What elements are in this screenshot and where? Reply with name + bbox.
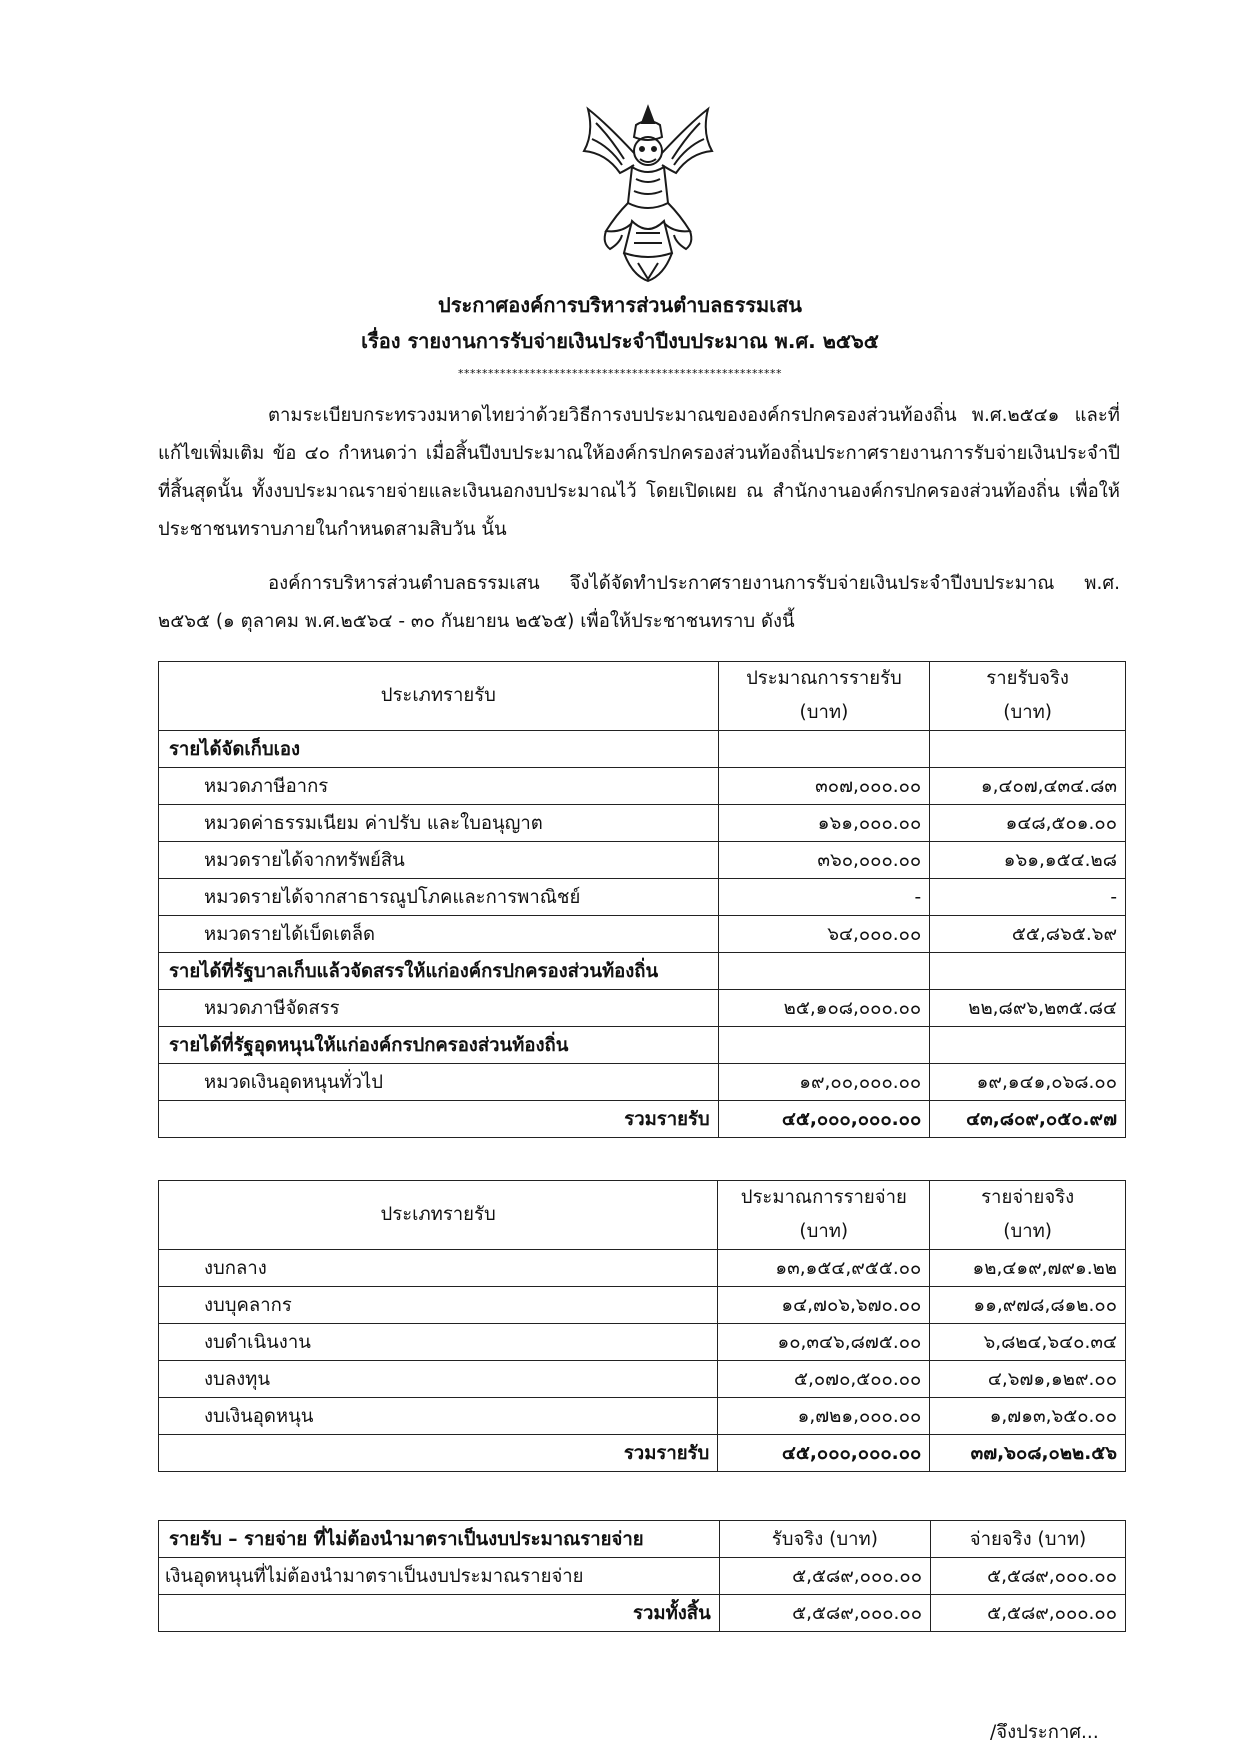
expense-table [158,1180,1126,1472]
offbudget-table [158,1520,1126,1632]
table-total-row: รวมทั้งสิ้น ๕,๕๘๙,๐๐๐.๐๐ ๕,๕๘๙,๐๐๐.๐๐ [159,1595,1126,1632]
header-expense-type: ประเภทรายรับ [159,1181,718,1250]
table-header-row [159,1181,1126,1250]
table-row: หมวดค่าธรรมเนียม ค่าปรับ และใบอนุญาต ๑๖๑,๐๐๐.๐๐ ๑๔๘,๕๐๑.๐๐ [159,805,1126,842]
table-row: งบลงทุน ๕,๐๗๐,๕๐๐.๐๐ ๔,๖๗๑,๑๒๙.๐๐ [159,1361,1126,1398]
table-category-row: รายได้ที่รัฐบาลเก็บแล้วจัดสรรให้แก่องค์กรปกครองส่วนท้องถิ่น [159,953,1126,990]
table-row: หมวดรายได้เบ็ดเตล็ด ๖๔,๐๐๐.๐๐ ๕๕,๘๖๕.๖๙ [159,916,1126,953]
table-row: งบบุคลากร ๑๔,๗๐๖,๖๗๐.๐๐ ๑๑,๙๗๘,๘๑๒.๐๐ [159,1287,1126,1324]
table-total-row: รวมรายรับ ๔๕,๐๐๐,๐๐๐.๐๐ ๓๗,๖๐๘,๐๒๒.๕๖ [159,1435,1126,1472]
table-row: เงินอุดหนุนที่ไม่ต้องนำมาตราเป็นงบประมาณรายจ่าย ๕,๕๘๙,๐๐๐.๐๐ ๕,๕๘๙,๐๐๐.๐๐ [159,1558,1126,1595]
intro-paragraph: ตามระเบียบกระทรวงมหาดไทยว่าด้วยวิธีการงบประมาณขององค์กรปกครองส่วนท้องถิ่น พ.ศ.๒๕๔๑ และที่แก้ไขเพิ่มเติม ข้อ ๔๐ กำหนดว่า เมื่อสิ้นปีงบประมาณให้องค์กรปกครองส่วนท้องถิ่นประกาศรายงานการรับจ่ายเงินประจำปีที่สิ้นสุดนั้น ทั้งงบประมาณรายจ่ายและเงินนอกงบประมาณไว้ โดยเปิดเผย ณ สำนักงานองค์กรปกครองส่วนท้องถิ่น เพื่อให้ประชาชนทราบภายในกำหนดสามสิบวัน นั้น [158,405,1120,540]
garuda-emblem-icon [576,103,721,285]
header-paid: จ่ายจริง (บาท) [931,1521,1126,1558]
table-row: หมวดภาษีอากร ๓๐๗,๐๐๐.๐๐ ๑,๔๐๗,๔๓๔.๘๓ [159,768,1126,805]
table-category-row: รายได้ที่รัฐอุดหนุนให้แก่องค์กรปกครองส่วนท้องถิ่น [159,1027,1126,1064]
table-row: หมวดรายได้จากทรัพย์สิน ๓๖๐,๐๐๐.๐๐ ๑๖๑,๑๕๔.๒๘ [159,842,1126,879]
header-estimate: ประมาณการรายจ่าย (บาท) [718,1181,930,1250]
page-continuation: /จึงประกาศ... [990,1722,1099,1743]
header-offbudget-type: รายรับ – รายจ่าย ที่ไม่ต้องนำมาตราเป็นงบประมาณรายจ่าย [159,1521,720,1558]
star-divider: ****************************************************** [458,367,782,380]
table-header-row [159,662,1126,731]
table-row: หมวดภาษีจัดสรร ๒๕,๑๐๘,๐๐๐.๐๐ ๒๒,๘๙๖,๒๓๕.๘๔ [159,990,1126,1027]
table-row: หมวดรายได้จากสาธารณูปโภคและการพาณิชย์ - - [159,879,1126,916]
table-header-row [159,1521,1126,1558]
header-income-type: ประเภทรายรับ [159,662,719,731]
table-row: หมวดเงินอุดหนุนทั่วไป ๑๙,๐๐,๐๐๐.๐๐ ๑๙,๑๔๑,๐๖๘.๐๐ [159,1064,1126,1101]
report-paragraph: องค์การบริหารส่วนตำบลธรรมเสน จึงได้จัดทำประกาศรายงานการรับจ่ายเงินประจำปีงบประมาณ พ.ศ. ๒๕๖๕ (๑ ตุลาคม พ.ศ.๒๕๖๔ - ๓๐ กันยายน ๒๕๖๕) เพื่อให้ประชาชนทราบ ดังนี้ [158,573,1120,632]
income-table [158,661,1126,1138]
table-total-row: รวมรายรับ ๔๕,๐๐๐,๐๐๐.๐๐ ๔๓,๘๐๙,๐๕๐.๙๗ [159,1101,1126,1138]
table-row: งบดำเนินงาน ๑๐,๓๔๖,๘๗๕.๐๐ ๖,๘๒๔,๖๔๐.๓๔ [159,1324,1126,1361]
header-actual: รายจ่ายจริง (บาท) [930,1181,1126,1250]
announcement-subject: เรื่อง รายงานการรับจ่ายเงินประจำปีงบประมาณ พ.ศ. ๒๕๖๕ [361,329,879,353]
header-estimate: ประมาณการรายรับ (บาท) [718,662,930,731]
table-row: งบเงินอุดหนุน ๑,๗๒๑,๐๐๐.๐๐ ๑,๗๑๓,๖๕๐.๐๐ [159,1398,1126,1435]
header-received: รับจริง (บาท) [719,1521,930,1558]
table-category-row: รายได้จัดเก็บเอง [159,731,1126,768]
announcement-title: ประกาศองค์การบริหารส่วนตำบลธรรมเสน [438,293,802,317]
header-actual: รายรับจริง (บาท) [930,662,1126,731]
table-row: งบกลาง ๑๓,๑๕๔,๙๕๕.๐๐ ๑๒,๔๑๙,๗๙๑.๒๒ [159,1250,1126,1287]
